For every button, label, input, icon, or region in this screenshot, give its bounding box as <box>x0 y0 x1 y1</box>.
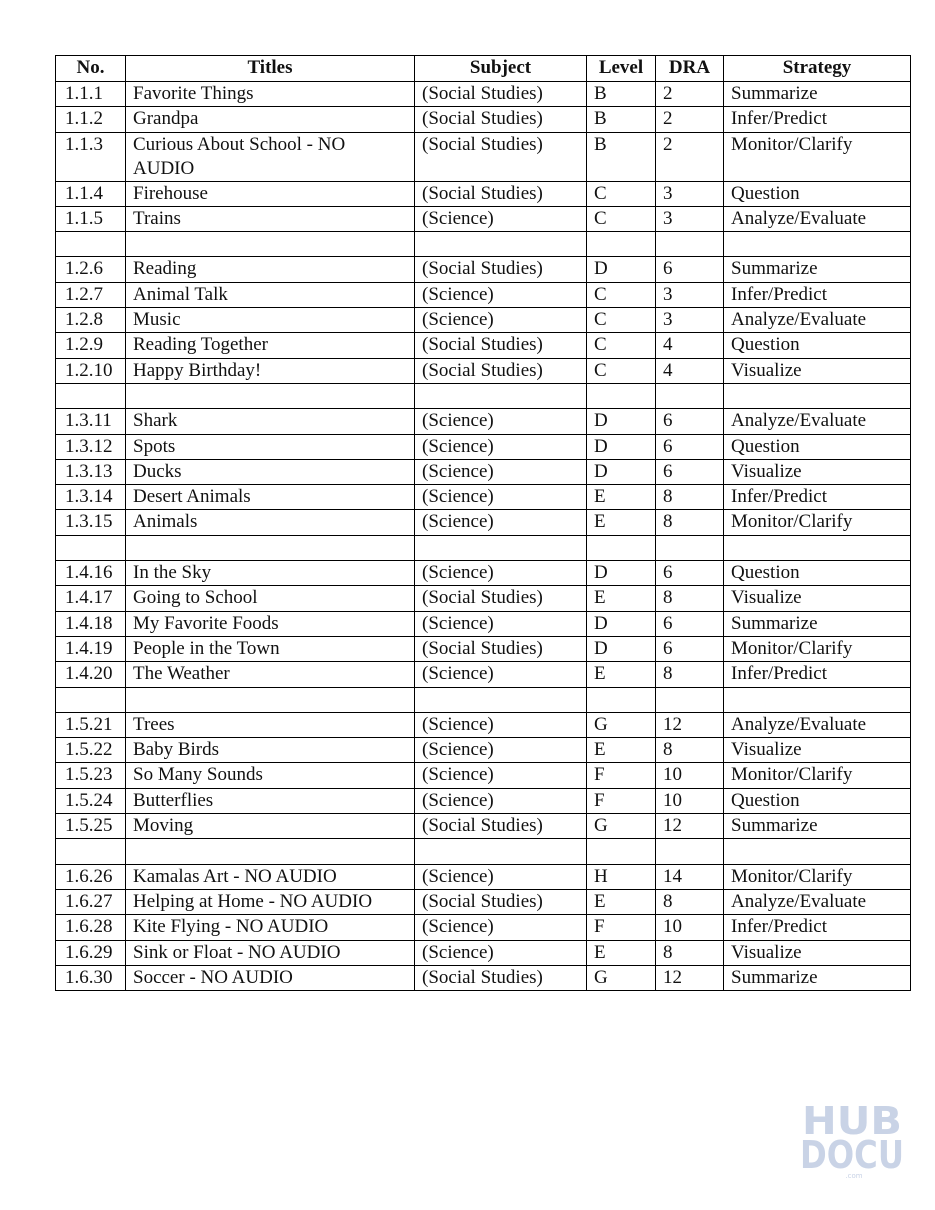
cell-title: Happy Birthday! <box>126 358 415 383</box>
watermark-hub-text: HUB <box>802 1099 902 1143</box>
cell-subject: (Science) <box>415 485 587 510</box>
cell-level: E <box>587 485 656 510</box>
cell-no: 1.2.7 <box>56 282 126 307</box>
cell-title: In the Sky <box>126 561 415 586</box>
cell-strategy: Summarize <box>724 814 911 839</box>
cell-dra: 6 <box>656 459 724 484</box>
cell-strategy: Infer/Predict <box>724 107 911 132</box>
cell-level: D <box>587 434 656 459</box>
cell-subject: (Science) <box>415 915 587 940</box>
cell-no: 1.5.24 <box>56 788 126 813</box>
cell-strategy: Visualize <box>724 459 911 484</box>
cell-strategy: Summarize <box>724 611 911 636</box>
cell-title: Moving <box>126 814 415 839</box>
cell-no: 1.6.29 <box>56 940 126 965</box>
table-row <box>56 738 911 763</box>
cell-subject: (Science) <box>415 712 587 737</box>
cell-level <box>587 687 656 712</box>
cell-dra <box>656 232 724 257</box>
cell-dra: 2 <box>656 132 724 181</box>
table-row <box>56 510 911 535</box>
cell-no: 1.3.13 <box>56 459 126 484</box>
cell-no: 1.5.25 <box>56 814 126 839</box>
cell-no: 1.3.12 <box>56 434 126 459</box>
cell-strategy <box>724 839 911 864</box>
cell-no <box>56 687 126 712</box>
cell-dra: 3 <box>656 206 724 231</box>
table-row <box>56 915 911 940</box>
cell-dra: 10 <box>656 915 724 940</box>
cell-title <box>126 383 415 408</box>
cell-subject <box>415 687 587 712</box>
table-row <box>56 889 911 914</box>
table-row <box>56 333 911 358</box>
cell-no: 1.4.17 <box>56 586 126 611</box>
table-row <box>56 434 911 459</box>
watermark-suffix-text: .com <box>845 1172 863 1180</box>
cell-no: 1.6.27 <box>56 889 126 914</box>
cell-title: Animal Talk <box>126 282 415 307</box>
cell-title: Curious About School - NO AUDIO <box>126 132 415 181</box>
cell-level: D <box>587 257 656 282</box>
table-header-row <box>56 56 911 82</box>
cell-level <box>587 383 656 408</box>
cell-dra: 8 <box>656 485 724 510</box>
cell-title: Animals <box>126 510 415 535</box>
cell-subject <box>415 232 587 257</box>
cell-title: Helping at Home - NO AUDIO <box>126 889 415 914</box>
cell-strategy: Summarize <box>724 257 911 282</box>
cell-subject: (Science) <box>415 611 587 636</box>
cell-subject <box>415 839 587 864</box>
cell-strategy: Summarize <box>724 965 911 990</box>
table-row <box>56 308 911 333</box>
cell-subject: (Science) <box>415 510 587 535</box>
table-spacer-row <box>56 535 911 560</box>
cell-no: 1.5.21 <box>56 712 126 737</box>
cell-no: 1.3.15 <box>56 510 126 535</box>
cell-strategy: Monitor/Clarify <box>724 636 911 661</box>
cell-level: C <box>587 206 656 231</box>
cell-title: Going to School <box>126 586 415 611</box>
cell-strategy: Infer/Predict <box>724 485 911 510</box>
cell-no: 1.6.26 <box>56 864 126 889</box>
cell-title: Grandpa <box>126 107 415 132</box>
cell-strategy: Question <box>724 434 911 459</box>
cell-no <box>56 535 126 560</box>
cell-no: 1.2.8 <box>56 308 126 333</box>
cell-level: D <box>587 611 656 636</box>
cell-title: Kamalas Art - NO AUDIO <box>126 864 415 889</box>
cell-no: 1.2.10 <box>56 358 126 383</box>
cell-title: Soccer - NO AUDIO <box>126 965 415 990</box>
table-body <box>56 82 911 991</box>
cell-level: E <box>587 510 656 535</box>
cell-strategy: Summarize <box>724 82 911 107</box>
cell-subject: (Social Studies) <box>415 132 587 181</box>
cell-dra: 2 <box>656 107 724 132</box>
cell-dra: 2 <box>656 82 724 107</box>
cell-level: H <box>587 864 656 889</box>
cell-subject: (Science) <box>415 434 587 459</box>
cell-title: So Many Sounds <box>126 763 415 788</box>
table-row <box>56 409 911 434</box>
cell-strategy: Monitor/Clarify <box>724 864 911 889</box>
watermark-docu-text: DOCU <box>800 1133 904 1177</box>
cell-title: Favorite Things <box>126 82 415 107</box>
cell-title: Reading <box>126 257 415 282</box>
cell-level: F <box>587 915 656 940</box>
cell-no: 1.1.1 <box>56 82 126 107</box>
cell-dra <box>656 687 724 712</box>
cell-level: C <box>587 282 656 307</box>
cell-title <box>126 839 415 864</box>
cell-dra: 10 <box>656 763 724 788</box>
cell-strategy <box>724 232 911 257</box>
cell-subject: (Science) <box>415 788 587 813</box>
cell-level: C <box>587 181 656 206</box>
cell-dra: 8 <box>656 586 724 611</box>
cell-no <box>56 232 126 257</box>
cell-no: 1.4.20 <box>56 662 126 687</box>
cell-level: G <box>587 814 656 839</box>
cell-dra: 3 <box>656 282 724 307</box>
cell-subject: (Science) <box>415 409 587 434</box>
cell-title: Desert Animals <box>126 485 415 510</box>
cell-no: 1.4.18 <box>56 611 126 636</box>
cell-title <box>126 687 415 712</box>
cell-no: 1.1.3 <box>56 132 126 181</box>
header-level: Level <box>587 56 656 82</box>
table-row <box>56 814 911 839</box>
cell-title: The Weather <box>126 662 415 687</box>
cell-dra: 6 <box>656 257 724 282</box>
cell-subject: (Social Studies) <box>415 107 587 132</box>
cell-subject: (Science) <box>415 940 587 965</box>
cell-title: Firehouse <box>126 181 415 206</box>
table-spacer-row <box>56 232 911 257</box>
cell-subject: (Social Studies) <box>415 965 587 990</box>
cell-title: Ducks <box>126 459 415 484</box>
cell-subject: (Social Studies) <box>415 889 587 914</box>
table-row <box>56 788 911 813</box>
cell-no: 1.1.4 <box>56 181 126 206</box>
table-row <box>56 107 911 132</box>
cell-dra: 8 <box>656 510 724 535</box>
cell-no: 1.3.11 <box>56 409 126 434</box>
cell-strategy: Question <box>724 788 911 813</box>
cell-level: F <box>587 763 656 788</box>
cell-title: Butterflies <box>126 788 415 813</box>
cell-dra: 12 <box>656 814 724 839</box>
cell-level: C <box>587 358 656 383</box>
table-row <box>56 82 911 107</box>
cell-subject: (Science) <box>415 763 587 788</box>
cell-level: B <box>587 107 656 132</box>
cell-strategy: Analyze/Evaluate <box>724 889 911 914</box>
cell-level: C <box>587 308 656 333</box>
cell-subject: (Social Studies) <box>415 181 587 206</box>
table-row <box>56 636 911 661</box>
header-strategy: Strategy <box>724 56 911 82</box>
cell-strategy: Visualize <box>724 738 911 763</box>
cell-level: D <box>587 459 656 484</box>
cell-dra: 8 <box>656 889 724 914</box>
table-spacer-row <box>56 383 911 408</box>
cell-title <box>126 232 415 257</box>
cell-level: D <box>587 409 656 434</box>
table-row <box>56 485 911 510</box>
table-row <box>56 206 911 231</box>
cell-title: Baby Birds <box>126 738 415 763</box>
cell-subject <box>415 383 587 408</box>
cell-subject: (Social Studies) <box>415 82 587 107</box>
cell-no: 1.6.28 <box>56 915 126 940</box>
cell-level: E <box>587 662 656 687</box>
table-row <box>56 864 911 889</box>
cell-no: 1.2.6 <box>56 257 126 282</box>
table-row <box>56 586 911 611</box>
cell-level: G <box>587 712 656 737</box>
cell-strategy: Monitor/Clarify <box>724 763 911 788</box>
cell-strategy: Visualize <box>724 940 911 965</box>
cell-strategy: Visualize <box>724 586 911 611</box>
cell-dra: 6 <box>656 561 724 586</box>
header-titles: Titles <box>126 56 415 82</box>
cell-dra: 12 <box>656 712 724 737</box>
cell-subject: (Social Studies) <box>415 257 587 282</box>
cell-dra: 10 <box>656 788 724 813</box>
cell-title: Shark <box>126 409 415 434</box>
cell-title: Sink or Float - NO AUDIO <box>126 940 415 965</box>
cell-strategy: Analyze/Evaluate <box>724 308 911 333</box>
reading-list-table <box>55 55 911 991</box>
cell-no: 1.1.5 <box>56 206 126 231</box>
cell-subject: (Science) <box>415 308 587 333</box>
cell-strategy: Visualize <box>724 358 911 383</box>
cell-no <box>56 383 126 408</box>
table-row <box>56 611 911 636</box>
cell-dra: 12 <box>656 965 724 990</box>
cell-subject: (Social Studies) <box>415 636 587 661</box>
cell-dra: 4 <box>656 333 724 358</box>
cell-subject: (Science) <box>415 206 587 231</box>
cell-level <box>587 535 656 560</box>
cell-no <box>56 839 126 864</box>
table-row <box>56 940 911 965</box>
cell-dra <box>656 839 724 864</box>
table-spacer-row <box>56 839 911 864</box>
cell-dra: 4 <box>656 358 724 383</box>
cell-title: My Favorite Foods <box>126 611 415 636</box>
cell-no: 1.1.2 <box>56 107 126 132</box>
cell-subject: (Social Studies) <box>415 358 587 383</box>
cell-strategy: Analyze/Evaluate <box>724 206 911 231</box>
table-row <box>56 561 911 586</box>
cell-dra <box>656 535 724 560</box>
table-row <box>56 257 911 282</box>
cell-dra: 8 <box>656 940 724 965</box>
cell-dra: 8 <box>656 738 724 763</box>
cell-level: E <box>587 889 656 914</box>
cell-subject <box>415 535 587 560</box>
cell-no: 1.5.22 <box>56 738 126 763</box>
cell-subject: (Science) <box>415 662 587 687</box>
cell-strategy <box>724 535 911 560</box>
cell-strategy: Question <box>724 561 911 586</box>
cell-title: Trees <box>126 712 415 737</box>
hubdocu-watermark-logo <box>798 1098 906 1180</box>
cell-dra: 6 <box>656 409 724 434</box>
cell-no: 1.4.16 <box>56 561 126 586</box>
cell-level <box>587 232 656 257</box>
cell-level: E <box>587 940 656 965</box>
cell-strategy: Analyze/Evaluate <box>724 409 911 434</box>
cell-subject: (Social Studies) <box>415 586 587 611</box>
table-row <box>56 459 911 484</box>
cell-no: 1.4.19 <box>56 636 126 661</box>
cell-dra: 6 <box>656 434 724 459</box>
cell-subject: (Science) <box>415 282 587 307</box>
table-row <box>56 712 911 737</box>
cell-no: 1.6.30 <box>56 965 126 990</box>
cell-strategy <box>724 687 911 712</box>
table-row <box>56 965 911 990</box>
cell-subject: (Social Studies) <box>415 814 587 839</box>
cell-title: Reading Together <box>126 333 415 358</box>
cell-title: People in the Town <box>126 636 415 661</box>
cell-dra: 8 <box>656 662 724 687</box>
header-subject: Subject <box>415 56 587 82</box>
cell-subject: (Science) <box>415 459 587 484</box>
cell-strategy: Infer/Predict <box>724 662 911 687</box>
cell-dra: 6 <box>656 611 724 636</box>
cell-no: 1.3.14 <box>56 485 126 510</box>
table-row <box>56 662 911 687</box>
cell-level: B <box>587 82 656 107</box>
cell-subject: (Science) <box>415 561 587 586</box>
table-row <box>56 763 911 788</box>
cell-no: 1.2.9 <box>56 333 126 358</box>
cell-title: Spots <box>126 434 415 459</box>
table-row <box>56 132 911 181</box>
cell-subject: (Science) <box>415 864 587 889</box>
cell-dra: 14 <box>656 864 724 889</box>
cell-strategy: Infer/Predict <box>724 282 911 307</box>
cell-subject: (Social Studies) <box>415 333 587 358</box>
cell-dra: 3 <box>656 181 724 206</box>
cell-strategy: Question <box>724 181 911 206</box>
cell-subject: (Science) <box>415 738 587 763</box>
cell-level: D <box>587 636 656 661</box>
cell-level <box>587 839 656 864</box>
cell-title: Kite Flying - NO AUDIO <box>126 915 415 940</box>
cell-level: F <box>587 788 656 813</box>
cell-strategy <box>724 383 911 408</box>
cell-title: Music <box>126 308 415 333</box>
header-no: No. <box>56 56 126 82</box>
table-spacer-row <box>56 687 911 712</box>
cell-strategy: Question <box>724 333 911 358</box>
cell-strategy: Analyze/Evaluate <box>724 712 911 737</box>
cell-dra: 3 <box>656 308 724 333</box>
cell-level: G <box>587 965 656 990</box>
cell-strategy: Monitor/Clarify <box>724 510 911 535</box>
cell-no: 1.5.23 <box>56 763 126 788</box>
cell-title: Trains <box>126 206 415 231</box>
cell-level: D <box>587 561 656 586</box>
cell-strategy: Monitor/Clarify <box>724 132 911 181</box>
cell-strategy: Infer/Predict <box>724 915 911 940</box>
cell-level: E <box>587 738 656 763</box>
cell-level: B <box>587 132 656 181</box>
cell-title <box>126 535 415 560</box>
cell-level: E <box>587 586 656 611</box>
table-row <box>56 282 911 307</box>
header-dra: DRA <box>656 56 724 82</box>
cell-dra: 6 <box>656 636 724 661</box>
cell-level: C <box>587 333 656 358</box>
cell-dra <box>656 383 724 408</box>
table-row <box>56 358 911 383</box>
table-row <box>56 181 911 206</box>
